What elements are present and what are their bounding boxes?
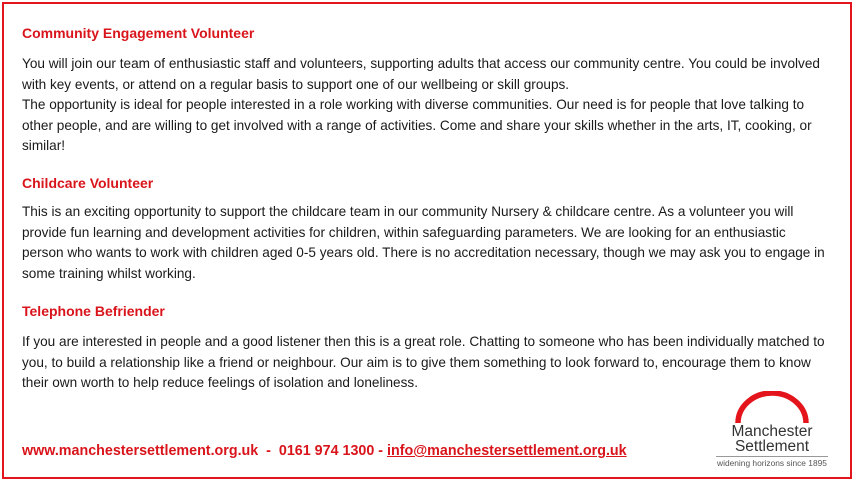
- website-link[interactable]: www.manchestersettlement.org.uk: [22, 443, 259, 459]
- email-link[interactable]: info@manchestersettlement.org.uk: [387, 443, 627, 459]
- phone-number: 0161 974 1300: [278, 443, 375, 459]
- logo-line-1: Manchester: [731, 423, 813, 440]
- section-heading: Telephone Befriender: [22, 303, 165, 319]
- section-childcare: [22, 174, 828, 284]
- section-paragraph: You will join our team of enthusiastic staff and volunteers, supporting adults that access our community centre. You could be involved with key events, or attend on a regular basis to support one of our wellbeing or skill groups.: [22, 56, 820, 92]
- section-paragraph: This is an exciting opportunity to support the childcare team in our community Nursery & childcare centre. As a volunteer you will provide fun learning and development activities for children, within safeguarding parameters. We are looking for an enthusiastic person who wants to work with children aged 0-5 years old. There is no accreditation necessary, though we may ask you to engage in some training whilst working.: [22, 204, 825, 281]
- logo-divider: [716, 456, 828, 457]
- section-community-engagement: [22, 24, 828, 157]
- logo-line-2: Settlement: [734, 438, 810, 455]
- logo-arc-icon: [732, 391, 812, 425]
- footer-separator: -: [374, 443, 388, 459]
- page-frame: [2, 2, 852, 479]
- section-heading: Childcare Volunteer: [22, 175, 154, 191]
- section-paragraph: The opportunity is ideal for people interested in a role working with diverse communities. Our need is for people that love talking to other people, and are willing to get involved with a range of activities. Come and share your skills whether in the arts, IT, cooking, or similar!: [22, 97, 812, 154]
- footer-separator: -: [258, 443, 279, 459]
- manchester-settlement-logo: [712, 391, 832, 469]
- section-telephone-befriender: [22, 302, 828, 394]
- logo-tagline: widening horizons since 1895: [717, 458, 827, 468]
- section-paragraph: If you are interested in people and a good listener then this is a great role. Chatting to someone who has been individually matched to you, to build a relationship like a friend or neighbour. Our aim is to give them something to look forward to, encourage them to know their own worth to help reduce feelings of isolation and loneliness.: [22, 334, 825, 391]
- section-heading: Community Engagement Volunteer: [22, 25, 255, 41]
- contact-footer: [22, 442, 627, 460]
